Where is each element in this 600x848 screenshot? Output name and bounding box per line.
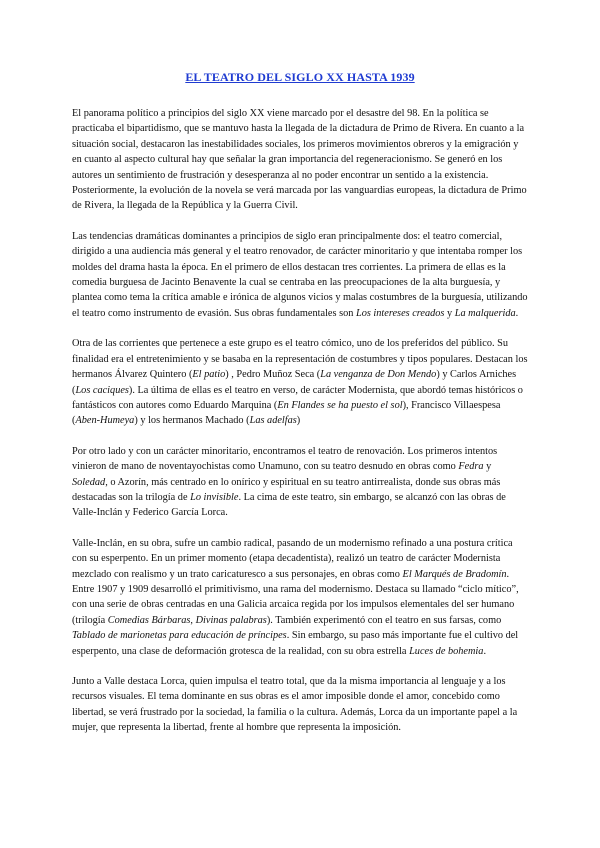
- text-run: Por otro lado y con un carácter minoritario, encontramos el teatro de renovación. Los primeros intentos vinieron de mano de noventayochistas como Unamuno, con su teatro desnudo en obras como: [72, 445, 498, 473]
- text-run: El panorama político a principios del siglo XX viene marcado por el desastre del 98. En la política se practicaba el bipartidismo, que se mantuvo hasta la llegada de la dictadura de Primo de Rivera. En cuanto a la situación social, destacaron las inestabilidades sociales, los primeros movimientos obreros y la emigración y en cuanto al aspecto cultural hay que señalar la gran importancia del regeneracionismo. Se generó en los autores un sentimiento de frustración y desesperanza al no poder encontrar un sentido a la existencia. Posteriormente, la evolución de la novela se verá marcada por las vanguardias europeas, la dictadura de Primo de Rivera, la llegada de la República y la Guerra Civil.: [72, 108, 527, 212]
- text-run: Valle-Inclán, en su obra, sufre un cambio radical, pasando de un modernismo refinado a una postura crítica con su esperpento. En un primer momento (etapa decadentista), realizó un teatro de carácter Modernista mezclado con realismo y un trato caricaturesco a sus personajes, en obras como: [72, 537, 513, 580]
- work-title: Aben-Humeya: [75, 415, 135, 427]
- paragraph-5: [72, 536, 528, 659]
- document-title: EL TEATRO DEL SIGLO XX HASTA 1939: [185, 70, 415, 84]
- work-title: Las adelfas: [249, 415, 297, 427]
- text-run: ). También experimentó con el teatro en sus farsas, como: [266, 614, 502, 626]
- text-run: ): [296, 415, 301, 427]
- paragraph-3: [72, 336, 528, 428]
- text-run: .: [483, 645, 487, 657]
- text-run: Las tendencias dramáticas dominantes a principios de siglo eran principalmente dos: el teatro comercial, dirigido a una audiencia más general y el teatro renovador, de carácter minoritario y que intentaba romper los moldes del drama hasta la época. En el primero de ellos destacan tres corrientes. La primera de ellas es la comedia burguesa de Jacinto Benavente la cual se centraba en las preocupaciones de la alta burguesía, y plantea como tema la crítica amable e irónica de algunos vicios y malas costumbres de la burguesía, utilizando el teatro como instrumento de evasión. Sus obras fundamentales son: [72, 230, 528, 319]
- text-run: ), Francisco Villaespesa (: [72, 399, 501, 427]
- work-title: El patio: [192, 369, 226, 381]
- work-title: Los intereses creados: [355, 307, 445, 319]
- text-run: . La cima de este teatro, sin embargo, se alcanzó con las obras de Valle-Inclán y Federico García Lorca.: [72, 491, 506, 519]
- text-run: .: [515, 307, 519, 319]
- text-run: y: [483, 461, 492, 473]
- text-run: Otra de las corrientes que pertenece a este grupo es el teatro cómico, uno de los preferidos del público. Su finalidad era el entretenimiento y se basaba en la representación de costumbres y tipos populares. Destacan los hermanos Álvarez Quintero (: [72, 338, 528, 381]
- work-title: Soledad: [72, 476, 106, 488]
- work-title: El Marqués de Bradomín: [402, 568, 507, 580]
- text-run: ). La última de ellas es el teatro en verso, de carácter Modernista, que abordó temas históricos o fantásticos con autores como Eduardo Marquina (: [72, 384, 523, 411]
- work-title: Lo invisible: [190, 491, 239, 503]
- work-title: La malquerida: [454, 307, 516, 319]
- work-title: Los caciques: [75, 384, 129, 396]
- text-run: Junto a Valle destaca Lorca, quien impulsa el teatro total, que da la misma importancia al lenguaje y a los recursos visuales. El tema dominante en sus obras es el amor imposible donde el amor, concebido como libertad, se verá frustrado por la sociedad, la familia o la cultura. Además, Lorca da un importante papel a la mujer, que representa la libertad, frente al hombre que representa la imposición.: [72, 676, 518, 734]
- text-run: . Sin embargo, su paso más importante fue el cultivo del esperpento, una clase de deformación grotesca de la realidad, con su obra estrella: [72, 630, 519, 657]
- paragraph-2: [72, 229, 528, 321]
- paragraph-6: [72, 674, 528, 736]
- text-run: y: [444, 307, 455, 319]
- work-title: Tablado de marionetas para educación de príncipes: [72, 630, 287, 642]
- work-title: Luces de bohemia: [409, 645, 484, 657]
- text-run: . Entre 1907 y 1909 desarrolló el primitivismo, una rama del modernismo. Destaca su llamado “ciclo mítico”, con una serie de obras centradas en una Galicia arcaica regida por los impulsos elementales del ser humano (trilogía: [72, 568, 519, 626]
- document-body: [72, 106, 528, 736]
- work-title: Divinas palabras: [195, 614, 267, 626]
- work-title: La venganza de Don Mendo: [320, 369, 437, 381]
- work-title: Comedias Bárbaras: [107, 614, 191, 626]
- text-run: ) , Pedro Muñoz Seca (: [225, 369, 321, 381]
- text-run: ) y Carlos Arniches (: [72, 369, 517, 396]
- work-title: Fedra: [458, 461, 484, 473]
- work-title: En Flandes se ha puesto el sol: [277, 399, 403, 411]
- paragraph-1: [72, 106, 528, 214]
- text-run: ,: [190, 614, 196, 626]
- paragraph-4: [72, 444, 528, 521]
- text-run: , o Azorín, más centrado en lo onírico y espiritual en su teatro antirrealista, donde sus obras más destacadas son la trilogía de: [72, 476, 501, 503]
- text-run: ) y los hermanos Machado (: [134, 415, 250, 427]
- document-page: [72, 70, 528, 751]
